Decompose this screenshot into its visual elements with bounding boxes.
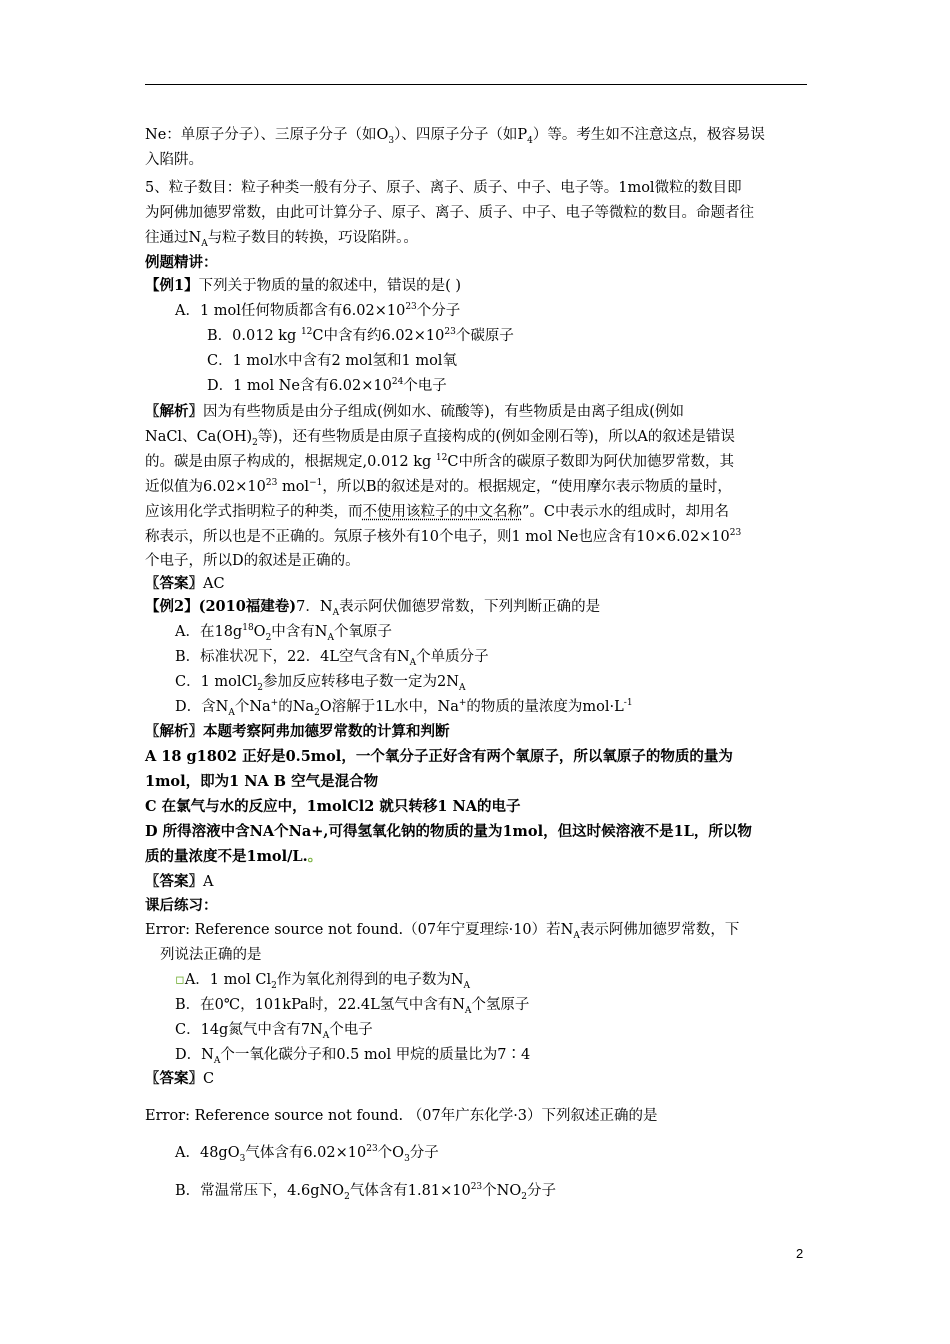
- text-run: 7．N: [296, 599, 333, 615]
- superscript: 12: [435, 453, 448, 464]
- text-run: C: [203, 1071, 215, 1087]
- analysis-line: [145, 822, 752, 842]
- subscript: 2: [257, 682, 264, 693]
- option-line: [175, 995, 529, 1015]
- section-heading: [145, 253, 218, 273]
- subscript: 2: [314, 707, 320, 718]
- text-run: ，所以B的叙述是对的。根据规定，“使用摩尔表示物质的量时，: [322, 479, 732, 495]
- superscript: 23: [444, 327, 456, 338]
- subscript: A: [201, 238, 208, 249]
- subscript: A: [573, 930, 580, 941]
- text-run: 等)，还有些物质是由原子直接构成的(例如金刚石等)，所以A的叙述是错误: [257, 429, 735, 445]
- exercise-question: [145, 920, 739, 940]
- text-run: A．1 mol任何物质都含有6.02×10: [175, 303, 406, 319]
- text-run: 入陷阱。: [145, 152, 203, 168]
- text-run: 作为氧化剂得到的电子数为N: [276, 972, 464, 988]
- superscript: 23: [405, 302, 417, 313]
- text-run: A．1 mol Cl: [184, 972, 272, 988]
- analysis-line: [145, 797, 521, 817]
- text-run: A．在18g: [175, 624, 243, 640]
- subscript: A: [458, 682, 466, 693]
- text-run: 不使用该粒子的中文名称: [362, 504, 522, 520]
- text-run: 气体含有1.81×10: [349, 1183, 471, 1199]
- text-run: 表示阿佛加德罗常数，下: [579, 922, 740, 938]
- answer-line: [145, 574, 225, 594]
- text-run: 〖解析〗: [145, 403, 203, 420]
- text-run: 【例2】(2010福建卷): [145, 598, 297, 615]
- subscript: A: [228, 707, 235, 718]
- text-run: A: [203, 874, 214, 890]
- subscript: A: [332, 607, 340, 618]
- text-run: 列说法正确的是: [160, 947, 262, 963]
- subscript: 2: [344, 1191, 350, 1202]
- exercise-question: [160, 945, 262, 965]
- superscript: 18: [242, 623, 254, 634]
- analysis-line: [145, 847, 322, 867]
- subscript: A: [322, 1030, 330, 1041]
- text-run: 个碳原子: [455, 328, 514, 344]
- superscript: 24: [391, 377, 404, 388]
- text-run: 〖答案〗: [145, 1070, 203, 1087]
- answer-line: [145, 872, 213, 892]
- text-run: C．1 molCl: [175, 674, 258, 690]
- text-run: C．1 mol水中含有2 mol氢和1 mol氧: [207, 353, 457, 369]
- text-run: 与粒子数目的转换，巧设陷阱。。: [207, 230, 418, 246]
- text-run: 往通过N: [145, 230, 202, 246]
- text-run: C中含有约6.02×10: [312, 328, 445, 344]
- text-run: 例题精讲：: [145, 254, 218, 271]
- option-line: [175, 1020, 373, 1040]
- text-run: 个单质分子: [416, 649, 489, 665]
- text-run: 为阿佛加德罗常数，由此可计算分子、原子、离子、质子、中子、电子等微粒的数目。命题者往: [145, 205, 754, 221]
- exercise-question: [145, 1106, 658, 1126]
- text-run: 〖答案〗: [145, 873, 203, 890]
- analysis-line: [145, 502, 729, 522]
- superscript: 23: [729, 528, 742, 539]
- text-run: B．标准状况下，22．4L空气含有N: [175, 649, 410, 665]
- text-run: 分子: [526, 1183, 556, 1199]
- text-run: A 18 g1802 正好是0.5mol，一个氧分子正好含有两个氧原子，所以氧原子的物质的量为: [145, 748, 733, 765]
- text-run: 称表示，所以也是不正确的。氖原子核外有10个电子，则1 mol Ne也应含有10×6.02×10: [145, 529, 730, 545]
- text-run: ▫: [175, 972, 185, 988]
- text-run: B．在0℃，101kPa时，22.4L氢气中含有N: [175, 997, 465, 1013]
- text-run: 个NO: [482, 1183, 522, 1199]
- text-run: NaCl、Ca(OH): [145, 429, 253, 445]
- text-run: 参加反应转移电子数一定为2N: [263, 674, 459, 690]
- text-run: D 所得溶液中含NA个Na+,可得氢氧化钠的物质的量为1mol，但这时候溶液不是1L，所以物: [145, 823, 752, 840]
- text-run: 个电子，所以D的叙述是正确的。: [145, 553, 360, 569]
- text-run: 气体含有6.02×10: [245, 1145, 367, 1161]
- text-line: [145, 203, 754, 223]
- subscript: 3: [239, 1153, 246, 1164]
- option-line: [175, 622, 392, 642]
- text-run: D．1 mol Ne含有6.02×10: [207, 378, 392, 394]
- analysis-line: [145, 772, 378, 792]
- text-run: Ne：单原子分子）、三原子分子（如O: [145, 127, 389, 143]
- text-run: 〖答案〗: [145, 575, 203, 592]
- text-run: ）、四原子分子（如P: [394, 127, 528, 143]
- subscript: 3: [388, 135, 395, 146]
- text-run: C 在氯气与水的反应中，1molCl2 就只转移1 NA的电子: [145, 798, 521, 815]
- text-run: ”。C中表示水的组成时，却用名: [522, 504, 730, 520]
- subscript: 2: [252, 437, 258, 448]
- analysis-line: [145, 452, 734, 472]
- text-run: 〖解析〗本题考察阿弗加德罗常数的计算和判断: [145, 723, 450, 740]
- text-run: Error: Reference source not found.（07年宁夏理综·10）若N: [145, 922, 574, 938]
- text-run: 应该用化学式指明粒子的种类，而: [145, 504, 363, 520]
- text-line: [145, 228, 418, 248]
- example-question: [145, 597, 600, 617]
- text-run: 近似值为6.02×10: [145, 479, 266, 495]
- text-run: 。: [307, 848, 323, 865]
- text-run: B．常温常压下，4.6gNO: [175, 1183, 345, 1199]
- analysis-line: [145, 527, 741, 547]
- superscript: +: [458, 698, 467, 709]
- text-run: C中所含的碳原子数即为阿伏加德罗常数，其: [447, 454, 734, 470]
- text-run: 【例1】: [145, 277, 199, 294]
- text-run: 5、粒子数目：粒子种类一般有分子、原子、离子、质子、中子、电子等。1mol微粒的数目即: [145, 180, 742, 196]
- option-line: [175, 647, 489, 667]
- text-line: [145, 125, 765, 145]
- text-run: 中含有N: [271, 624, 328, 640]
- text-run: 个氢原子: [471, 997, 530, 1013]
- text-run: 下列关于物质的量的叙述中，错误的是( ): [198, 278, 462, 294]
- text-run: C．14g氮气中含有7N: [175, 1022, 323, 1038]
- subscript: 4: [527, 135, 533, 146]
- subscript: A: [213, 1055, 221, 1066]
- subscript: 2: [271, 980, 277, 991]
- text-run: B．0.012 kg: [207, 328, 301, 344]
- text-run: 个一氧化碳分子和0.5 mol 甲烷的质量比为7∶4: [220, 1047, 531, 1063]
- example-question: [145, 276, 461, 296]
- superscript: +: [270, 698, 279, 709]
- subscript: A: [327, 632, 334, 643]
- option-line: [207, 376, 447, 396]
- analysis-line: [145, 551, 360, 571]
- analysis-line: [145, 722, 450, 742]
- text-run: mol: [277, 479, 310, 495]
- subscript: 3: [404, 1153, 410, 1164]
- analysis-line: [145, 402, 684, 422]
- option-line: [175, 672, 465, 692]
- text-run: 分子: [409, 1145, 439, 1161]
- subscript: A: [409, 657, 417, 668]
- option-line: [175, 1181, 556, 1201]
- text-run: 表示阿伏伽德罗常数，下列判断正确的是: [339, 599, 601, 615]
- option-line: [175, 1143, 439, 1163]
- analysis-line: [145, 427, 735, 447]
- text-run: 个氧原子: [333, 624, 392, 640]
- option-line: [207, 326, 514, 346]
- text-run: A．48gO: [175, 1145, 240, 1161]
- subscript: A: [464, 1005, 472, 1016]
- superscript: 23: [470, 1182, 483, 1193]
- option-line: [207, 351, 457, 371]
- option-line: [175, 970, 470, 990]
- subscript: A: [463, 980, 471, 991]
- subscript: 2: [521, 1191, 527, 1202]
- text-run: 个O: [377, 1145, 405, 1161]
- text-run: 的物质的量浓度为mol·L: [466, 699, 624, 715]
- text-run: D．含N: [175, 699, 229, 715]
- superscript: −1: [309, 478, 323, 489]
- text-run: 个分子: [416, 303, 461, 319]
- section-heading: [145, 896, 218, 916]
- analysis-line: [145, 747, 733, 767]
- option-line: [175, 1045, 530, 1065]
- text-run: O: [253, 624, 266, 640]
- text-run: 质的量浓度不是1mol/L.: [145, 848, 308, 865]
- text-run: 个Na: [234, 699, 271, 715]
- text-run: 的Na: [278, 699, 315, 715]
- option-line: [175, 697, 633, 717]
- text-run: ）等。考生如不注意这点，极容易误: [532, 127, 765, 143]
- header-rule: [145, 84, 807, 85]
- superscript: 12: [300, 327, 313, 338]
- text-run: D．N: [175, 1047, 214, 1063]
- text-run: 的。碳是由原子构成的，根据规定,0.012 kg: [145, 454, 436, 470]
- analysis-line: [145, 477, 732, 497]
- superscript: 23: [366, 1144, 378, 1155]
- text-run: 个电子: [329, 1022, 373, 1038]
- text-run: Error: Reference source not found. （07年广东化学·3）下列叙述正确的是: [145, 1108, 658, 1124]
- superscript: 23: [265, 478, 278, 489]
- option-line: [175, 301, 460, 321]
- answer-line: [145, 1069, 214, 1089]
- text-run: O溶解于1L水中，Na: [319, 699, 459, 715]
- text-run: AC: [203, 576, 225, 592]
- superscript: -1: [623, 698, 633, 709]
- text-run: 因为有些物质是由分子组成(例如水、硫酸等)，有些物质是由离子组成(例如: [203, 404, 684, 420]
- page-number: 2: [796, 1246, 804, 1261]
- text-line: [145, 150, 203, 170]
- text-run: 课后练习：: [145, 897, 218, 914]
- text-line: [145, 178, 742, 198]
- text-run: 1mol，即为1 NA B 空气是混合物: [145, 773, 379, 790]
- subscript: 2: [265, 632, 272, 643]
- text-run: 个电子: [403, 378, 447, 394]
